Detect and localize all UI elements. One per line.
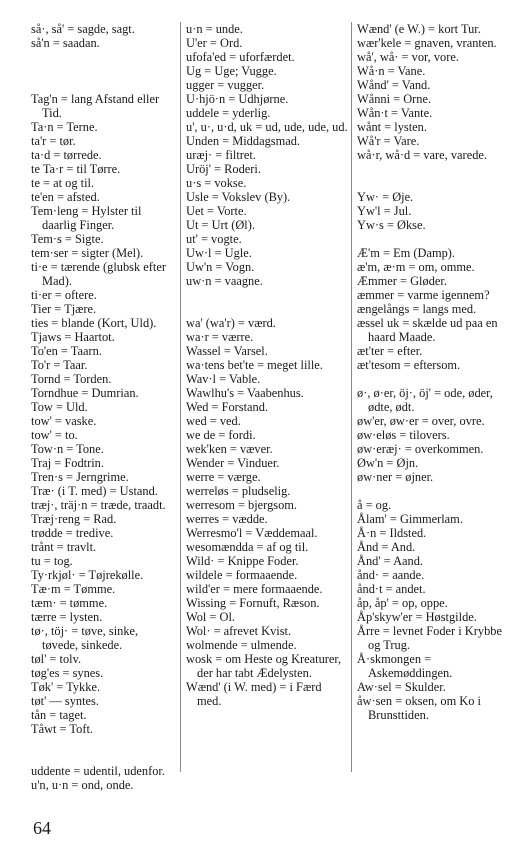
dictionary-entry: Ty·rkjøl· = Tøjrekølle. [31,568,144,582]
column-1 [31,22,171,792]
dictionary-entry: Tæ·m = Tømme. [31,582,116,596]
dictionary-entry: ta'r = tør. [31,134,76,148]
dictionary-entry: Å·n = Ildsted. [357,526,427,540]
dictionary-entry: Æ'm = Em (Damp). [357,246,456,260]
dictionary-entry: Aw·sel = Skulder. [357,680,446,694]
dictionary-entry: werresom = bjergsom. [186,498,298,512]
dictionary-entry: te Ta·r = til Tørre. [31,162,121,176]
dictionary-entry: Træ· (i T. med) = Ustand. [31,484,158,498]
dictionary-entry: tø·, töj· = tøve, sinke, tøvede, sinkede. [31,624,139,652]
dictionary-entry: Æmmer = Gløder. [357,274,447,288]
dictionary-entry: wå·r, wå·d = vare, varede. [357,148,487,162]
dictionary-entry: u·s = vokse. [186,176,247,190]
dictionary-entry: Wå·n = Vane. [357,64,426,78]
dictionary-entry: Tornd = Torden. [31,372,112,386]
dictionary-entry: Wawlhu's = Vaabenhus. [186,386,304,400]
dictionary-entry: Wånd' = Vand. [357,78,431,92]
dictionary-entry: træj·, träj·n = træde, traadt. [31,498,166,512]
dictionary-entry: Ånd = And. [357,540,416,554]
dictionary-entry: Wild· = Knippe Foder. [186,554,299,568]
column-2 [186,22,349,708]
dictionary-entry: Wissing = Fornuft, Ræson. [186,596,320,610]
dictionary-entry: Ålam' = Gimmerlam. [357,512,463,526]
dictionary-entry: æ'm, æ·m = om, omme. [357,260,475,274]
dictionary-entry: ånd·t = andet. [357,582,426,596]
dictionary-entry: Ånd' = Aand. [357,554,424,568]
dictionary-entry: Tier = Tjære. [31,302,97,316]
dictionary-entry: Uet = Vorte. [186,204,247,218]
dictionary-entry: ugger = vugger. [186,78,265,92]
dictionary-entry: Wænd' (i W. med) = i Færd med. [186,680,322,708]
dictionary-entry: Tem·leng = Hylster til daarlig Finger. [31,204,142,232]
dictionary-entry: wær'kele = gnaven, vranten. [357,36,497,50]
dictionary-entry: trødde = tredive. [31,526,114,540]
dictionary-entry: te = at og til. [31,176,95,190]
dictionary-entry: wek'ken = væver. [186,442,273,456]
dictionary-entry: Tåwt = Toft. [31,722,93,736]
dictionary-entry: Træj·reng = Rad. [31,512,117,526]
dictionary-entry: Werresmo'l = Væddemaal. [186,526,318,540]
dictionary-entry: wa·r = værre. [186,330,254,344]
dictionary-entry: ø·, ø·er, öj·, öj' = ode, øder, ødte, ødt. [357,386,493,414]
dictionary-entry: Wender = Vinduer. [186,456,280,470]
dictionary-entry: åw·sen = oksen, om Ko i Brunsttiden. [357,694,481,722]
dictionary-entry: å = og. [357,498,392,512]
column-divider [351,22,352,772]
dictionary-entry: wosk = om Heste og Kreaturer, der har tabt Ædelysten. [186,652,342,680]
dictionary-entry: Tag'n = lang Afstand eller Tid. [31,92,160,120]
dictionary-entry: Yw·s = Økse. [357,218,426,232]
dictionary-entry: Yw· = Øje. [357,190,414,204]
dictionary-entry: Wol· = afrevet Kvist. [186,624,292,638]
dictionary-entry: Usle = Vokslev (By). [186,190,291,204]
dictionary-entry: Wån·t = Vante. [357,106,433,120]
dictionary-entry: Wassel = Varsel. [186,344,268,358]
dictionary-entry: we de = fordi. [186,428,256,442]
dictionary-entry: werre = værge. [186,470,261,484]
dictionary-entry: Tren·s = Jerngrime. [31,470,129,484]
dictionary-entry: så·, så' = sagde, sagt. [31,22,135,36]
column-divider [180,22,181,772]
dictionary-entry: Wol = Ol. [186,610,236,624]
dictionary-entry: øw·eløs = tilovers. [357,428,450,442]
dictionary-entry: wa·tens bet'te = meget lille. [186,358,323,372]
dictionary-entry: æmmer = varme igennem? [357,288,490,302]
dictionary-entry: u'n, u·n = ond, onde. [31,778,134,792]
dictionary-entry: øw·ner = øjner. [357,470,434,484]
dictionary-entry: uddele = yderlig. [186,106,271,120]
dictionary-entry: Ug = Uge; Vugge. [186,64,277,78]
dictionary-entry: wesomændda = af og til. [186,540,309,554]
dictionary-entry: trånt = travlt. [31,540,97,554]
dictionary-entry: U·hjö·n = Udhjørne. [186,92,289,106]
dictionary-entry: ties = blande (Kort, Uld). [31,316,157,330]
dictionary-entry: To'en = Taarn. [31,344,102,358]
dictionary-entry: Tow·n = Tone. [31,442,104,456]
dictionary-entry: u·n = unde. [186,22,243,36]
dictionary-entry: Tjaws = Haartot. [31,330,115,344]
dictionary-entry: åp, åp' = op, oppe. [357,596,448,610]
dictionary-entry: Årre = levnet Foder i Krybbe og Trug. [357,624,502,652]
dictionary-entry: Tøk' = Tykke. [31,680,101,694]
dictionary-entry: øw'er, øw·er = over, ovre. [357,414,485,428]
dictionary-entry: uræj· = filtret. [186,148,256,162]
dictionary-entry: ånd· = aande. [357,568,425,582]
dictionary-entry: Tow = Uld. [31,400,88,414]
dictionary-entry: ængelångs = langs med. [357,302,477,316]
dictionary-entry: werres = vædde. [186,512,268,526]
dictionary-entry: Å·skmongen = Askemøddingen. [357,652,453,680]
dictionary-entry: u', u·, u·d, uk = ud, ude, ude, ud. [186,120,348,134]
dictionary-entry: Tem·s = Sigte. [31,232,104,246]
dictionary-entry: To'r = Taar. [31,358,88,372]
dictionary-entry: wånt = lysten. [357,120,427,134]
dictionary-entry: ta·d = tørrede. [31,148,102,162]
dictionary-entry: Øw'n = Øjn. [357,456,419,470]
dictionary-entry: tån = taget. [31,708,87,722]
dictionary-entry: æt'ter = efter. [357,344,423,358]
dictionary-entry: ufofa'ed = uforfærdet. [186,50,295,64]
dictionary-entry: werreløs = pludselig. [186,484,291,498]
column-3 [357,22,507,722]
dictionary-entry: Ta·n = Terne. [31,120,98,134]
dictionary-entry: wild'er = mere formaaende. [186,582,323,596]
dictionary-entry: tøl' = tolv. [31,652,82,666]
dictionary-entry: tøt' — syntes. [31,694,99,708]
dictionary-entry: te'en = afsted. [31,190,100,204]
dictionary-entry: æssel uk = skælde ud paa en haard Maade. [357,316,498,344]
dictionary-entry: tow' = to. [31,428,78,442]
dictionary-entry: Yw'l = Jul. [357,204,412,218]
dictionary-entry: tu = tog. [31,554,73,568]
dictionary-entry: ti·e = tærende (glubsk efter Mad). [31,260,166,288]
dictionary-entry: wa' (wa'r) = værd. [186,316,276,330]
dictionary-entry: Traj = Fodtrin. [31,456,104,470]
dictionary-entry: wolmende = ulmende. [186,638,297,652]
dictionary-entry: så'n = saadan. [31,36,100,50]
dictionary-entry: Uröj' = Roderi. [186,162,261,176]
page-number: 64 [33,818,51,838]
dictionary-entry: Wå'r = Vare. [357,134,420,148]
dictionary-entry: Torndhue = Dumrian. [31,386,139,400]
dictionary-entry: uddente = udentil, udenfor. [31,764,165,778]
dictionary-entry: øw·eræj· = overkommen. [357,442,484,456]
dictionary-entry: wildele = formaaende. [186,568,298,582]
dictionary-entry: Wav·l = Vable. [186,372,261,386]
dictionary-entry: tow' = vaske. [31,414,97,428]
dictionary-entry: Åp'skyw'er = Høstgilde. [357,610,477,624]
dictionary-entry: tærre = lysten. [31,610,103,624]
dictionary-entry: Wånni = Orne. [357,92,432,106]
dictionary-entry: tæm· = tømme. [31,596,108,610]
dictionary-entry: æt'tesom = eftersom. [357,358,461,372]
dictionary-entry: ut' = vogte. [186,232,242,246]
dictionary-entry: Unden = Middagsmad. [186,134,301,148]
dictionary-entry: Uw'n = Vogn. [186,260,255,274]
dictionary-entry: tem·ser = sigter (Mel). [31,246,144,260]
dictionary-entry: Wænd' (e W.) = kort Tur. [357,22,481,36]
dictionary-entry: uw·n = vaagne. [186,274,263,288]
dictionary-entry: Wed = Forstand. [186,400,269,414]
dictionary-entry: Uw·l = Ugle. [186,246,252,260]
dictionary-entry: Ut = Urt (Øl). [186,218,255,232]
dictionary-entry: tøg'es = synes. [31,666,104,680]
dictionary-entry: U'er = Ord. [186,36,243,50]
dictionary-entry: wå', wå· = vor, vore. [357,50,459,64]
dictionary-entry: ti·er = oftere. [31,288,97,302]
dictionary-entry: wed = ved. [186,414,241,428]
